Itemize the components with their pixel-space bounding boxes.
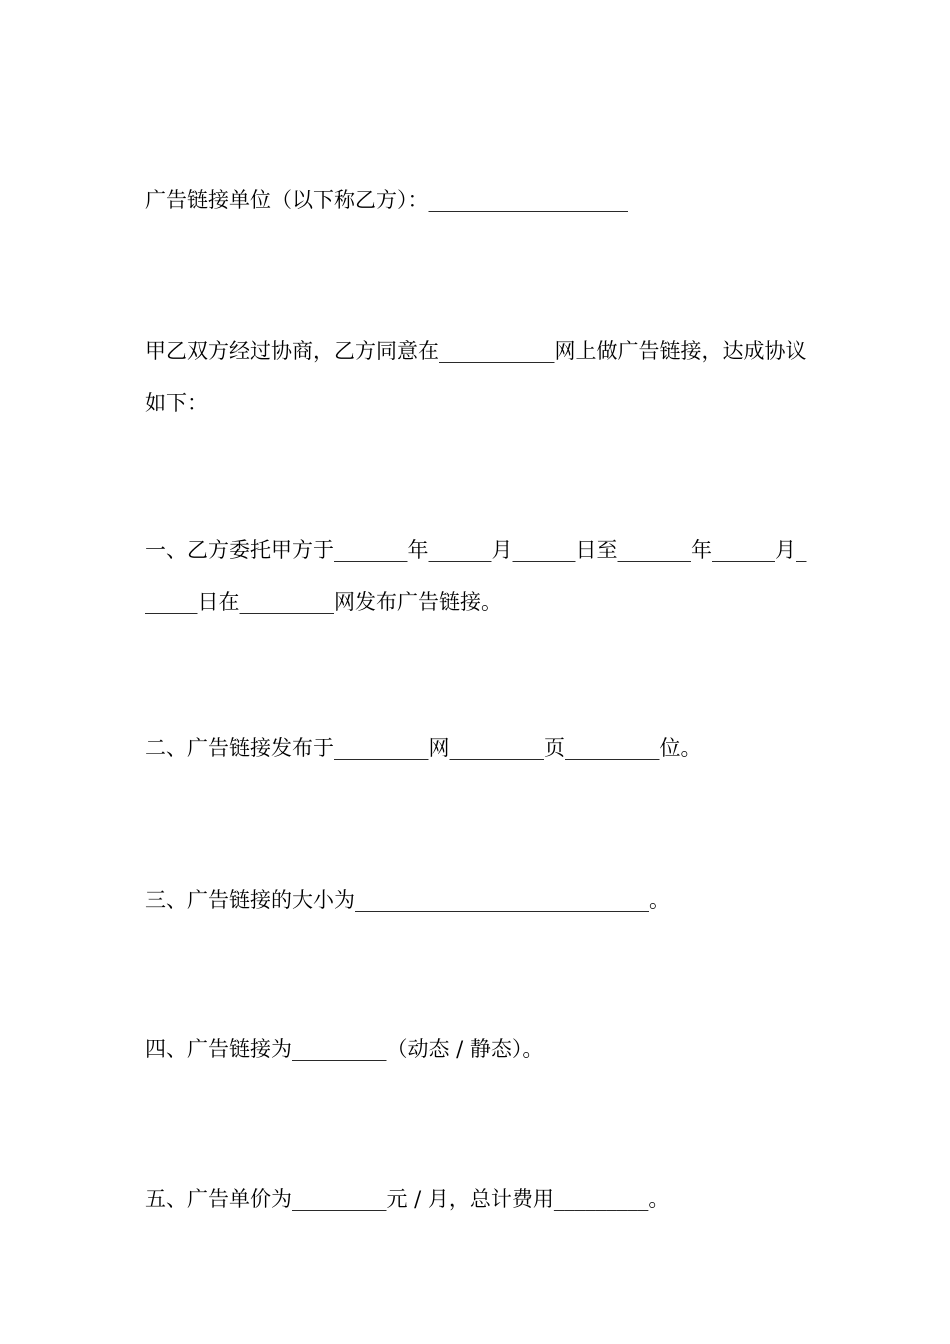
clause-5: 五、广告单价为_________元 / 月，总计费用_________。 <box>145 1187 670 1211</box>
clause-3: 三、广告链接的大小为____________________________。 <box>145 888 670 912</box>
party-b-line: 广告链接单位（以下称乙方）：___________________ <box>145 188 628 212</box>
clause-2: 二、广告链接发布于_________网_________页_________位。 <box>145 736 702 760</box>
clause-4: 四、广告链接为_________（动态 / 静态）。 <box>145 1037 544 1061</box>
clause-1: 一、乙方委托甲方于_______年______月______日至_______年______月______日在_________网发布广告链接。 <box>145 538 807 614</box>
intro-paragraph: 甲乙双方经过协商，乙方同意在___________网上做广告链接，达成协议如下： <box>145 339 807 415</box>
